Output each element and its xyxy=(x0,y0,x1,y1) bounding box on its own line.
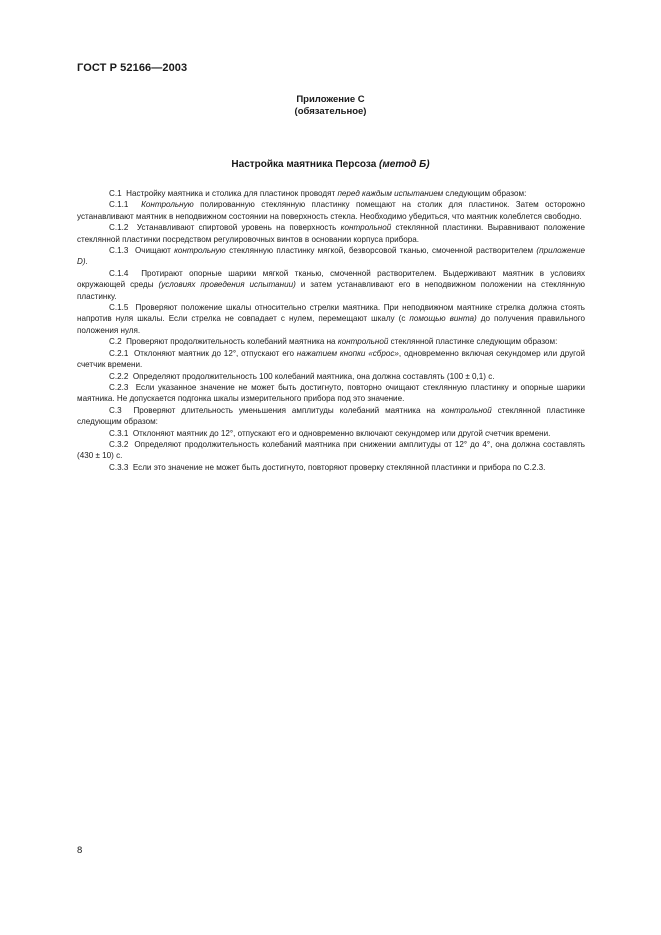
clause-text: Настройку маятника и столика для пластинок проводят xyxy=(126,189,338,198)
clause-text: Протирают опорные шарики мягкой тканью, смоченной растворителем. Выдерживают маятник в условиях окружающей среды xyxy=(77,268,586,290)
clause-text: Проверяют продолжительность колебаний маятника на xyxy=(126,337,338,347)
clause-paragraph xyxy=(77,405,585,428)
clause-paragraph xyxy=(77,199,585,222)
clause-text: Отклоняют маятник до 12°, отпускают его и одновременно включают секундомер или другой счетчик времени. xyxy=(132,428,551,438)
clause-text: , одновременно включая секундомер или другой счетчик времени. xyxy=(77,348,585,370)
clause-text: и затем устанавливают его в неподвижном положении на стеклянную пластинку. xyxy=(77,280,585,301)
clause-number: С.3.1 xyxy=(109,428,129,438)
clause-text: Определяют продолжительность колебаний маятника при снижении амплитуды от 12° до 4°, она должна составлять (430 ± 10) с. xyxy=(77,439,585,461)
clause-emphasis: (приложение D) xyxy=(77,246,585,267)
clause-emphasis: нажатием кнопки «сброс» xyxy=(296,348,399,358)
clause-paragraph xyxy=(77,371,585,382)
clause-number: С.3 xyxy=(109,405,122,415)
document-header: ГОСТ Р 52166—2003 xyxy=(77,62,188,74)
clause-text: до получения правильного положения нуля. xyxy=(77,314,586,335)
appendix-status: (обязательное) xyxy=(294,106,367,117)
clause-paragraph xyxy=(77,462,585,473)
clause-paragraph xyxy=(77,428,585,439)
clause-emphasis: контрольной xyxy=(340,223,392,233)
appendix-label: Приложение С xyxy=(296,94,365,105)
clause-text: стеклянной пластинки. Выравнивают положение стеклянной пластинки посредством регулировочных винтов в основании корпуса прибора. xyxy=(77,223,586,244)
clause-paragraph xyxy=(77,348,585,371)
clause-number: С.1.3 xyxy=(109,246,129,256)
document-body xyxy=(77,188,585,473)
clause-paragraph xyxy=(77,268,585,302)
clause-text: стеклянную пластинку мягкой, безворсовой тканью, смоченной растворителем xyxy=(225,246,537,256)
clause-emphasis: помощью винта) xyxy=(409,314,477,324)
clause-number: С.3.3 xyxy=(109,462,129,472)
clause-paragraph xyxy=(77,245,585,268)
clause-text: Очищают xyxy=(135,246,175,256)
section-title-method: (метод Б) xyxy=(379,159,430,170)
clause-paragraph xyxy=(77,302,585,336)
clause-text: Если указанное значение не может быть достигнуто, повторно очищают стеклянную пластинку и опорные шарики маятника. Не допускается подгонка шкалы измерительного прибора под это значение. xyxy=(77,382,585,404)
clause-emphasis: контрольной xyxy=(337,337,389,347)
clause-paragraph xyxy=(77,439,585,462)
clause-emphasis: Контрольную xyxy=(141,200,194,210)
clause-emphasis: перед каждым испытанием xyxy=(337,189,444,198)
clause-text: Проверяют длительность уменьшения амплитуды колебаний маятника на xyxy=(133,405,442,415)
clause-number: С.2 xyxy=(109,337,122,347)
clause-text: стеклянной пластинке следующим образом: xyxy=(77,405,585,427)
section-title xyxy=(0,159,661,170)
clause-text: Устанавливают спиртовой уровень на поверхность xyxy=(136,223,341,233)
clause-text: . xyxy=(85,257,88,267)
clause-number: С.1.2 xyxy=(109,223,129,233)
clause-number: С.1 xyxy=(109,189,122,198)
clause-text: Если это значение не может быть достигнуто, повторяют проверку стеклянной пластинки и прибора по С.2.3. xyxy=(132,462,546,472)
clause-paragraph xyxy=(77,222,585,245)
clause-number: С.2.2 xyxy=(109,371,129,381)
clause-text: следующим образом: xyxy=(443,189,527,198)
clause-number: С.1.4 xyxy=(109,268,129,278)
clause-text: Проверяют положение шкалы относительно стрелки маятника. При неподвижном маятнике стрелка должна стоять напротив нуля шкалы. Если стрелка не совпадает с нулем, перемещают шкалу (с xyxy=(77,303,585,324)
clause-emphasis: контрольной xyxy=(441,405,492,415)
clause-emphasis: контрольную xyxy=(174,246,226,256)
clause-text: стеклянной пластинке следующим образом: xyxy=(388,337,558,347)
page-number: 8 xyxy=(77,845,83,856)
section-title-main: Настройка маятника Персоза xyxy=(231,159,377,170)
clause-paragraph xyxy=(77,382,585,405)
clause-number: С.2.3 xyxy=(109,382,129,392)
clause-number: С.3.2 xyxy=(109,439,129,449)
clause-number: С.2.1 xyxy=(109,348,129,358)
clause-text: Отклоняют маятник до 12°, отпускают его xyxy=(134,348,297,358)
clause-text: полированную стеклянную пластинку помещают на столик для пластинок. Затем осторожно устанавливают маятник в неподвижном состоянии на поверхность стекла. Необходимо убедиться, что маятник колеблется свободно. xyxy=(77,200,585,221)
clause-text: Определяют продолжительность 100 колебаний маятника, она должна составлять (100 ± 0,1) с. xyxy=(132,371,495,381)
clause-emphasis: (условиях проведения испытании) xyxy=(158,280,296,290)
clause-number: С.1.5 xyxy=(109,303,129,313)
clause-paragraph xyxy=(77,188,585,199)
clause-number: С.1.1 xyxy=(109,200,129,210)
clause-paragraph xyxy=(77,336,585,347)
